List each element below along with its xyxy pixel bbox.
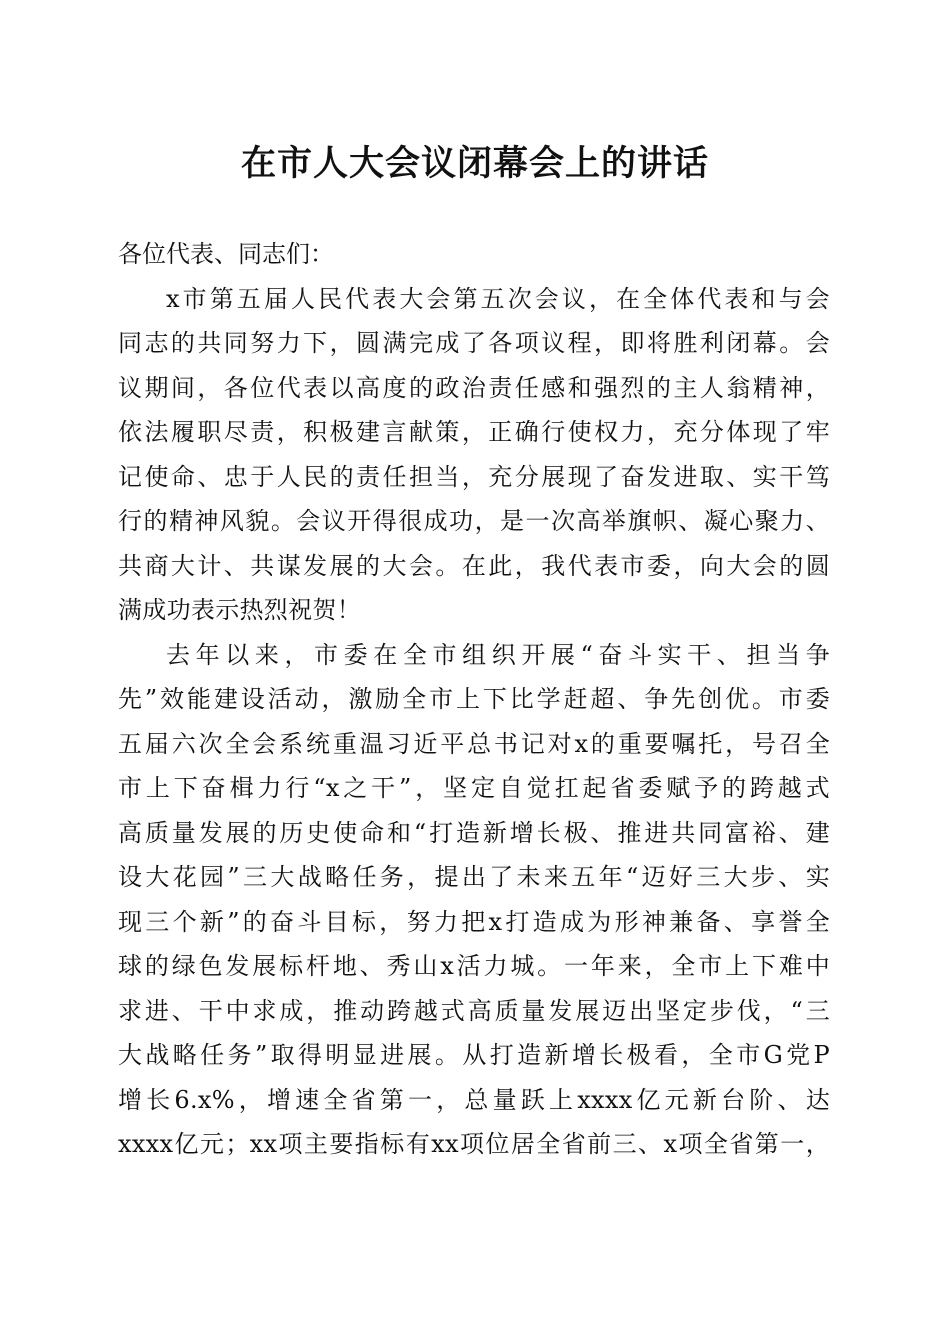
text-line: 行的精神风貌。会议开得很成功，是一次高举旗帜、凝心聚力、 — [118, 507, 830, 535]
text-line: 记使命、忠于人民的责任担当，充分展现了奋发进取、实干笃 — [118, 462, 830, 491]
text-line: 议期间，各位代表以高度的政治责任感和强烈的主人翁精神， — [118, 373, 830, 402]
salutation: 各位代表、同志们： — [118, 240, 334, 268]
text-line: 设大花园”三大战略任务，提出了未来五年“迈好三大步、实 — [118, 863, 830, 891]
text-line: 先”效能建设活动，激励全市上下比学赶超、争先创优。市委 — [118, 685, 830, 713]
text-line: 满成功表示热烈祝贺！ — [118, 596, 361, 624]
document-body — [118, 232, 830, 1167]
text-line: 求进、干中求成，推动跨越式高质量发展迈出坚定步伐，“三 — [118, 996, 830, 1025]
text-line: 增长6.x%，增速全省第一，总量跃上xxxx亿元新台阶、达 — [118, 1085, 830, 1114]
text-line: 市上下奋楫力行“x之干”，坚定自觉扛起省委赋予的跨越式 — [118, 774, 830, 802]
paragraph-1 — [118, 277, 830, 633]
text-line: 同志的共同努力下，圆满完成了各项议程，即将胜利闭幕。会 — [118, 329, 830, 357]
text-line: 现三个新”的奋斗目标，努力把x打造成为形神兼备、享誉全 — [118, 907, 830, 936]
text-line: 大战略任务”取得明显进展。从打造新增长极看，全市G党P — [118, 1041, 830, 1069]
text-line: 五届六次全会系统重温习近平总书记对x的重要嘱托，号召全 — [118, 729, 830, 758]
document-title: 在市人大会议闭幕会上的讲话 — [240, 143, 709, 184]
text-line: x市第五届人民代表大会第五次会议，在全体代表和与会 — [166, 284, 830, 313]
text-line: 球的绿色发展标杆地、秀山x活力城。一年来，全市上下难中 — [118, 952, 830, 980]
text-line: 依法履职尽责，积极建言献策，正确行使权力，充分体现了牢 — [118, 418, 830, 446]
text-line: 高质量发展的历史使命和“打造新增长极、推进共同富裕、建 — [118, 818, 830, 847]
text-line: 共商大计、共谋发展的大会。在此，我代表市委，向大会的圆 — [118, 551, 830, 580]
paragraph-2 — [118, 633, 830, 1167]
text-line: xxxx亿元；xx项主要指标有xx项位居全省前三、x项全省第一， — [118, 1130, 830, 1158]
text-line: 去年以来，市委在全市组织开展“奋斗实干、担当争 — [166, 640, 830, 669]
